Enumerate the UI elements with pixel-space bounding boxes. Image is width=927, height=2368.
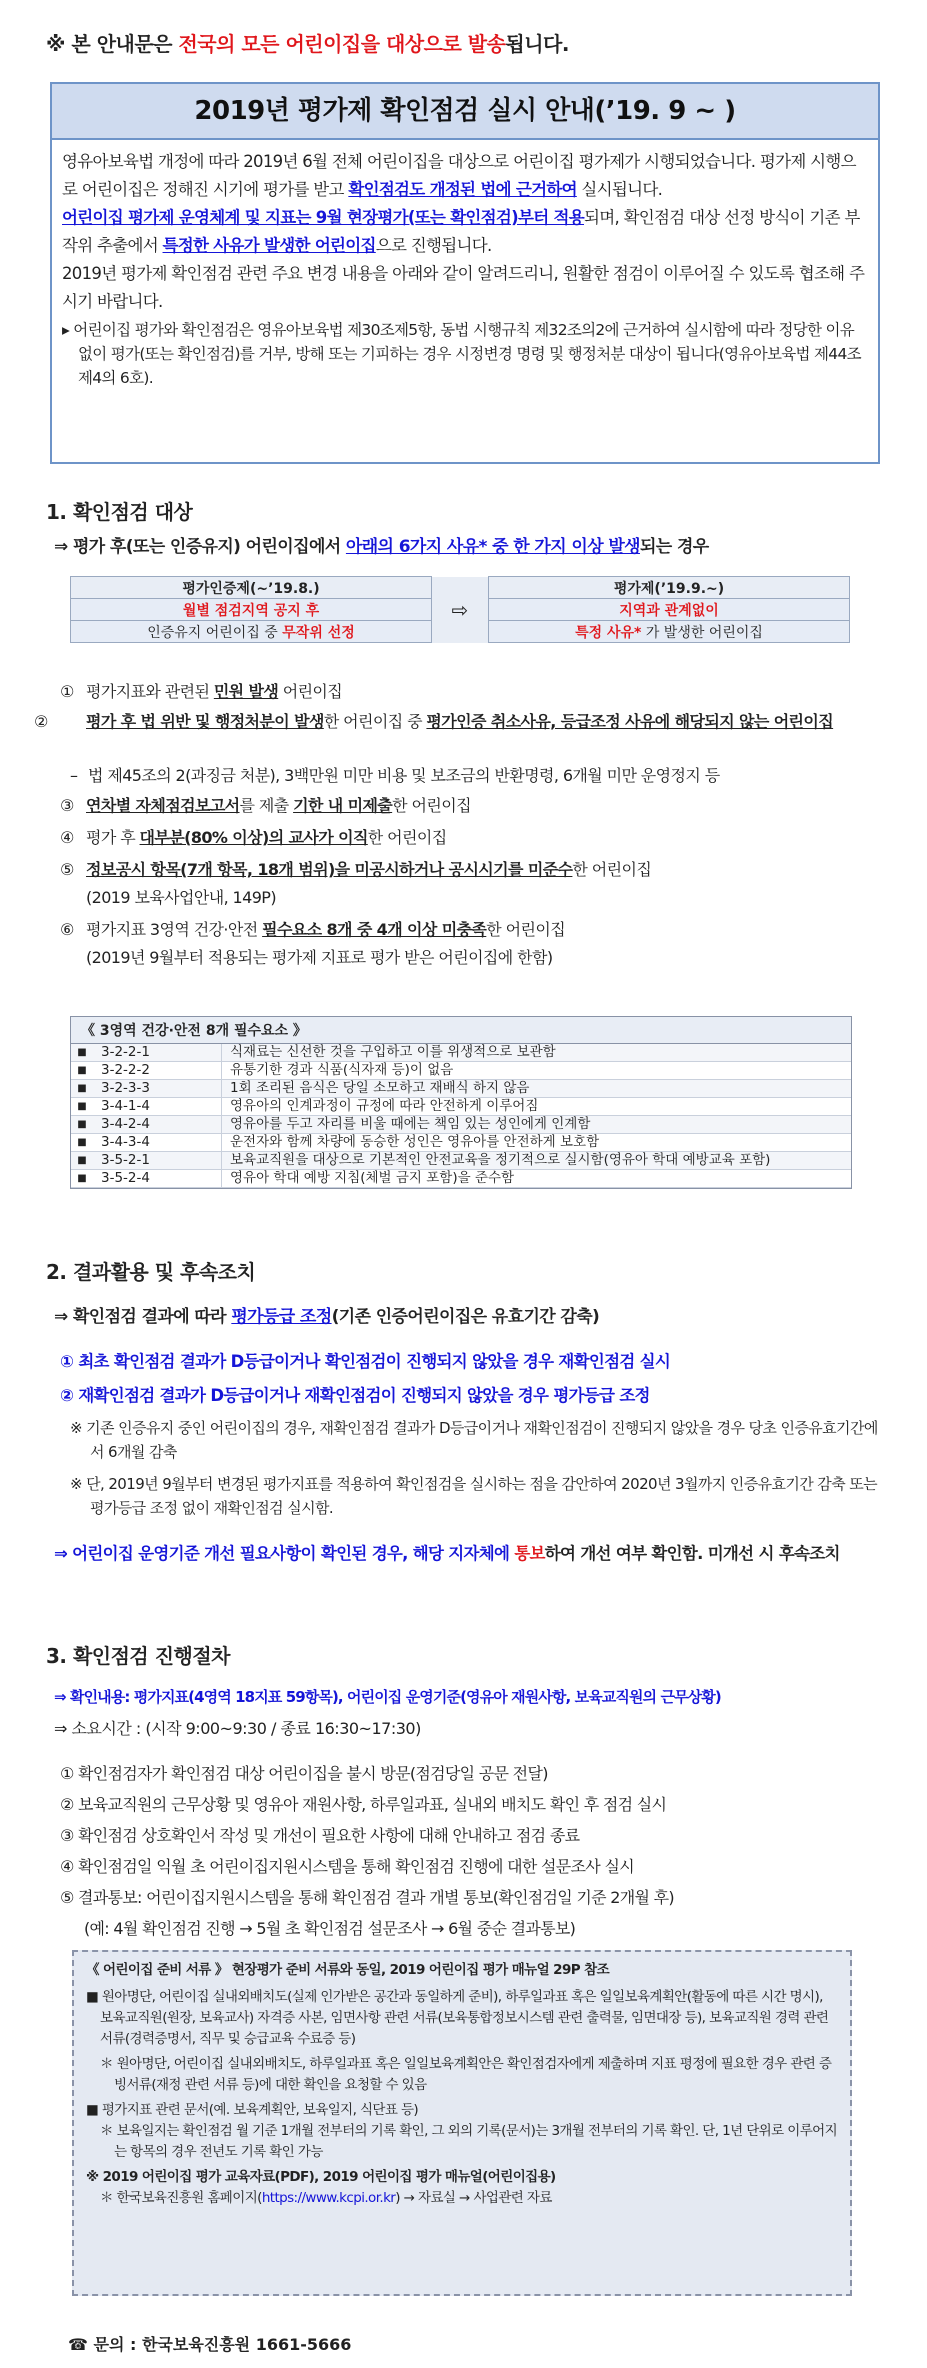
procedure-step-1: ① 확인점검자가 확인점검 대상 어린이집을 불시 방문(점검당일 공문 전달) (60, 1764, 548, 1783)
documents-item-1: ■ 원아명단, 어린이집 실내외배치도(실제 인가받은 공간과 동일하게 준비), 하루일과표 혹은 일일보육계획안(활동에 따른 시간 명시), 보육교직원(원장, 보육교사) 자격증 사본, 임면사항 관련 서류(보육통합정보시스템 관련 출력물, 임면대장 등), 보육교직원 경력 관련 서류(경력증명서, 직무 및 승급교육 수료증 등) (86, 1989, 829, 2047)
criteria-item-6-note: (2019년 9월부터 적용되는 평가제 지표로 평가 받은 어린이집에 한함) (86, 948, 553, 967)
criteria-list (34, 680, 860, 974)
essential-code: 3-4-1-4 (101, 1098, 150, 1114)
intro-box (50, 140, 880, 464)
essential-text: 영유아의 인계과정이 규정에 따라 안전하게 이루어짐 (221, 1098, 851, 1115)
comparison-table (70, 576, 850, 643)
essential-code: 3-4-3-4 (101, 1134, 150, 1150)
section3-heading: 3. 확인점검 진행절차 (46, 1644, 230, 1668)
section1-heading: 1. 확인점검 대상 (46, 500, 193, 524)
essential-code: 3-2-2-1 (101, 1044, 150, 1060)
essentials-box (70, 1016, 852, 1189)
documents-note-1: ＊ 원아명단, 어린이집 실내외배치도, 하루일과표 혹은 일일보육계획안은 확인점검자에게 제출하며 지표 평정에 필요한 경우 관련 증빙서류(재정 관련 서류 등)에 대한 확인을 요청할 수 있음 (100, 2056, 832, 2093)
square-bullet-icon: ■ (77, 1047, 87, 1058)
essential-row (71, 1044, 851, 1062)
square-bullet-icon: ■ (77, 1173, 87, 1184)
essential-code: 3-5-2-4 (101, 1170, 150, 1186)
page-title: 2019년 평가제 확인점검 실시 안내(’19. 9 ~ ) (50, 82, 880, 140)
essential-text: 보육교직원을 대상으로 기본적인 안전교육을 정기적으로 실시함(영유아 학대 예방교육 포함) (221, 1152, 851, 1169)
essential-text: 영유아를 두고 자리를 비울 때에는 책임 있는 성인에게 인계함 (221, 1116, 851, 1133)
essential-text: 1회 조리된 음식은 당일 소모하고 재배식 하지 않음 (221, 1080, 851, 1097)
criteria-item-4: ④ 평가 후 대부분(80% 이상)의 교사가 이직한 어린이집 (60, 828, 447, 847)
intro-paragraph-1: 영유아보육법 개정에 따라 2019년 6월 전체 어린이집을 대상으로 어린이집 평가제가 시행되었습니다. 평가제 시행으로 어린이집은 정해진 시기에 평가를 받고 확인점검도 개정된 법에 근거하여 실시됩니다. (62, 152, 856, 199)
result-step-2: ② 재확인점검 결과가 D등급이거나 재확인점검이 진행되지 않았을 경우 평가등급 조정 (60, 1386, 650, 1405)
criteria-item-2-detail: – 법 제45조의 2(과징금 처분), 3백만원 미만 비용 및 보조금의 반환명령, 6개월 미만 운영정지 등 (70, 766, 720, 785)
arrow-right-icon: ⇨ (432, 577, 489, 643)
criteria-item-1: ① 평가지표와 관련된 민원 발생 어린이집 (60, 682, 343, 701)
square-bullet-icon: ■ (77, 1155, 87, 1166)
criteria-item-5-note: (2019 보육사업안내, 149P) (86, 888, 276, 907)
comparison-old-sub: 인증유지 어린이집 중 무작위 선정 (71, 621, 432, 643)
essential-text: 운전자와 함께 차량에 동승한 성인은 영유아를 안전하게 보호함 (221, 1134, 851, 1151)
criteria-item-6: ⑥ 평가지표 3영역 건강·안전 필수요소 8개 중 4개 이상 미충족한 어린이집 (60, 920, 566, 939)
documents-item-2: ■ 평가지표 관련 문서(예. 보육계획안, 보육일지, 식단표 등) (86, 2102, 419, 2118)
result-note-1: ※ 기존 인증유지 중인 어린이집의 경우, 재확인점검 결과가 D등급이거나 재확인점검이 진행되지 않았을 경우 당초 인증유효기간에서 6개월 감축 (70, 1419, 878, 1461)
essential-text: 식재료는 신선한 것을 구입하고 이를 위생적으로 보관함 (221, 1044, 851, 1061)
procedure-step-4: ④ 확인점검일 익월 초 어린이집지원시스템을 통해 확인점검 진행에 대한 설문조사 실시 (60, 1857, 634, 1876)
result-step-1: ① 최초 확인점검 결과가 D등급이거나 확인점검이 진행되지 않았을 경우 재확인점검 실시 (60, 1352, 671, 1371)
contact-footer: ☎ 문의 : 한국보육진흥원 1661-5666 (68, 2335, 352, 2354)
check-content-line: ⇒ 확인내용: 평가지표(4영역 18지표 59항목), 어린이집 운영기준(영유아 재원사항, 보육교직원의 근무상황) (54, 1688, 721, 1706)
documents-reference: ※ 2019 어린이집 평가 교육자료(PDF), 2019 어린이집 평가 매뉴얼(어린이집용) (86, 2169, 556, 2185)
essential-code: 3-2-2-2 (101, 1062, 150, 1078)
intro-paragraph-3: 2019년 평가제 확인점검 관련 주요 변경 내용을 아래와 같이 알려드리니, 원활한 점검이 이루어질 수 있도록 협조해 주시기 바랍니다. (62, 264, 865, 311)
essential-row (71, 1062, 851, 1080)
comparison-old-heading: 평가인증제(~’19.8.) (71, 577, 432, 599)
square-bullet-icon: ■ (77, 1137, 87, 1148)
square-bullet-icon: ■ (77, 1083, 87, 1094)
essential-row (71, 1134, 851, 1152)
square-bullet-icon: ■ (77, 1065, 87, 1076)
essentials-list (71, 1044, 851, 1188)
criteria-item-5: ⑤ 정보공시 항목(7개 항목, 18개 범위)을 미공시하거나 공시시기를 미준수한 어린이집 (60, 860, 652, 879)
criteria-item-3: ③ 연차별 자체점검보고서를 제출 기한 내 미제출한 어린이집 (60, 796, 471, 815)
section1-criteria: ⇒ 평가 후(또는 인증유지) 어린이집에서 아래의 6가지 사유* 중 한 가지 이상 발생되는 경우 (54, 537, 709, 557)
square-bullet-icon: ■ (77, 1101, 87, 1112)
documents-title: 《 어린이집 준비 서류 》 현장평가 준비 서류와 동일, 2019 어린이집 평가 매뉴얼 29P 참조 (86, 1962, 610, 1978)
essential-code: 3-2-3-3 (101, 1080, 150, 1096)
essential-code: 3-4-2-4 (101, 1116, 150, 1132)
kcpi-link[interactable]: https://www.kcpi.or.kr (261, 2190, 396, 2206)
essential-text: 영유아 학대 예방 지침(체벌 금지 포함)을 준수함 (221, 1170, 851, 1187)
comparison-new-red: 지역과 관계없이 (489, 599, 850, 621)
essential-row (71, 1152, 851, 1170)
essential-code: 3-5-2-1 (101, 1152, 150, 1168)
comparison-new-sub: 특정 사유* 가 발생한 어린이집 (489, 621, 850, 643)
documents-note-2: ＊ 보육일지는 확인점검 월 기준 1개월 전부터의 기록 확인, 그 외의 기록(문서)는 3개월 전부터의 기록 확인. 단, 1년 단위로 이루어지는 항목의 경우 전년도 기록 확인 가능 (100, 2123, 838, 2160)
essentials-title: 《 3영역 건강·안전 8개 필수요소 》 (71, 1017, 851, 1044)
procedure-step-2: ② 보육교직원의 근무상황 및 영유아 재원사항, 하루일과표, 실내외 배치도 확인 후 점검 실시 (60, 1795, 667, 1814)
square-bullet-icon: ■ (77, 1119, 87, 1130)
notice-highlight: 전국의 모든 어린이집을 대상으로 발송 (178, 32, 506, 56)
comparison-new-heading: 평가제(’19.9.~) (489, 577, 850, 599)
comparison-old-red: 월별 점검지역 공지 후 (71, 599, 432, 621)
essential-row (71, 1116, 851, 1134)
required-documents-box (72, 1950, 852, 2296)
intro-paragraph-2: 어린이집 평가제 운영체계 및 지표는 9월 현장평가(또는 확인점검)부터 적용되며, 확인점검 대상 선정 방식이 기존 부작위 추출에서 특정한 사유가 발생한 어린이집으로 진행됩니다. (62, 208, 860, 255)
procedure-steps (60, 1758, 880, 1944)
documents-link-line: ＊ 한국보육진흥원 홈페이지(https://www.kcpi.or.kr) → 자료실 → 사업관련 자료 (100, 2190, 552, 2206)
essential-text: 유통기한 경과 식품(식자재 등)이 없음 (221, 1062, 851, 1079)
section2-arrow: ⇒ 확인점검 결과에 따라 평가등급 조정(기존 인증어린이집은 유효기간 감축) (54, 1307, 600, 1327)
procedure-step-5: ⑤ 결과통보: 어린이집지원시스템을 통해 확인점검 결과 개별 통보(확인점검일 기준 2개월 후) (60, 1888, 674, 1907)
intro-legal-note: ▸ 어린이집 평가와 확인점검은 영유아보육법 제30조제5항, 동법 시행규칙 제32조의2에 근거하여 실시함에 따라 정당한 이유 없이 평가(또는 확인점검)를 거부, 방해 또는 기피하는 경우 시정변경 명령 및 행정처분 대상이 됩니다(영유아보육법 제44조제4의 6호). (62, 321, 861, 387)
notice-line: ※ 본 안내문은 전국의 모든 어린이집을 대상으로 발송됩니다. (46, 32, 569, 56)
essential-row (71, 1170, 851, 1188)
followup-arrow: ⇒ 어린이집 운영기준 개선 필요사항이 확인된 경우, 해당 지자체에 통보하여 개선 여부 확인함. 미개선 시 후속조치 (54, 1544, 840, 1563)
result-note-2: ※ 단, 2019년 9월부터 변경된 평가지표를 적용하여 확인점검을 실시하는 점을 감안하여 2020년 3월까지 인증유효기간 감축 또는 평가등급 조정 없이 재확인점검 실시함. (70, 1475, 878, 1517)
essential-row (71, 1080, 851, 1098)
criteria-item-2: ② 평가 후 법 위반 및 행정처분이 발생한 어린이집 중 평가인증 취소사유, 등급조정 사유에 해당되지 않는 어린이집 (34, 712, 834, 731)
section2-heading: 2. 결과활용 및 후속조치 (46, 1260, 256, 1284)
duration-line: ⇒ 소요시간 : (시작 9:00~9:30 / 종료 16:30~17:30) (54, 1719, 421, 1738)
procedure-example: (예: 4월 확인점검 진행 → 5월 초 확인점검 설문조사 → 6월 중순 결과통보) (84, 1919, 576, 1938)
essential-row (71, 1098, 851, 1116)
procedure-step-3: ③ 확인점검 상호확인서 작성 및 개선이 필요한 사항에 대해 안내하고 점검 종료 (60, 1826, 580, 1845)
